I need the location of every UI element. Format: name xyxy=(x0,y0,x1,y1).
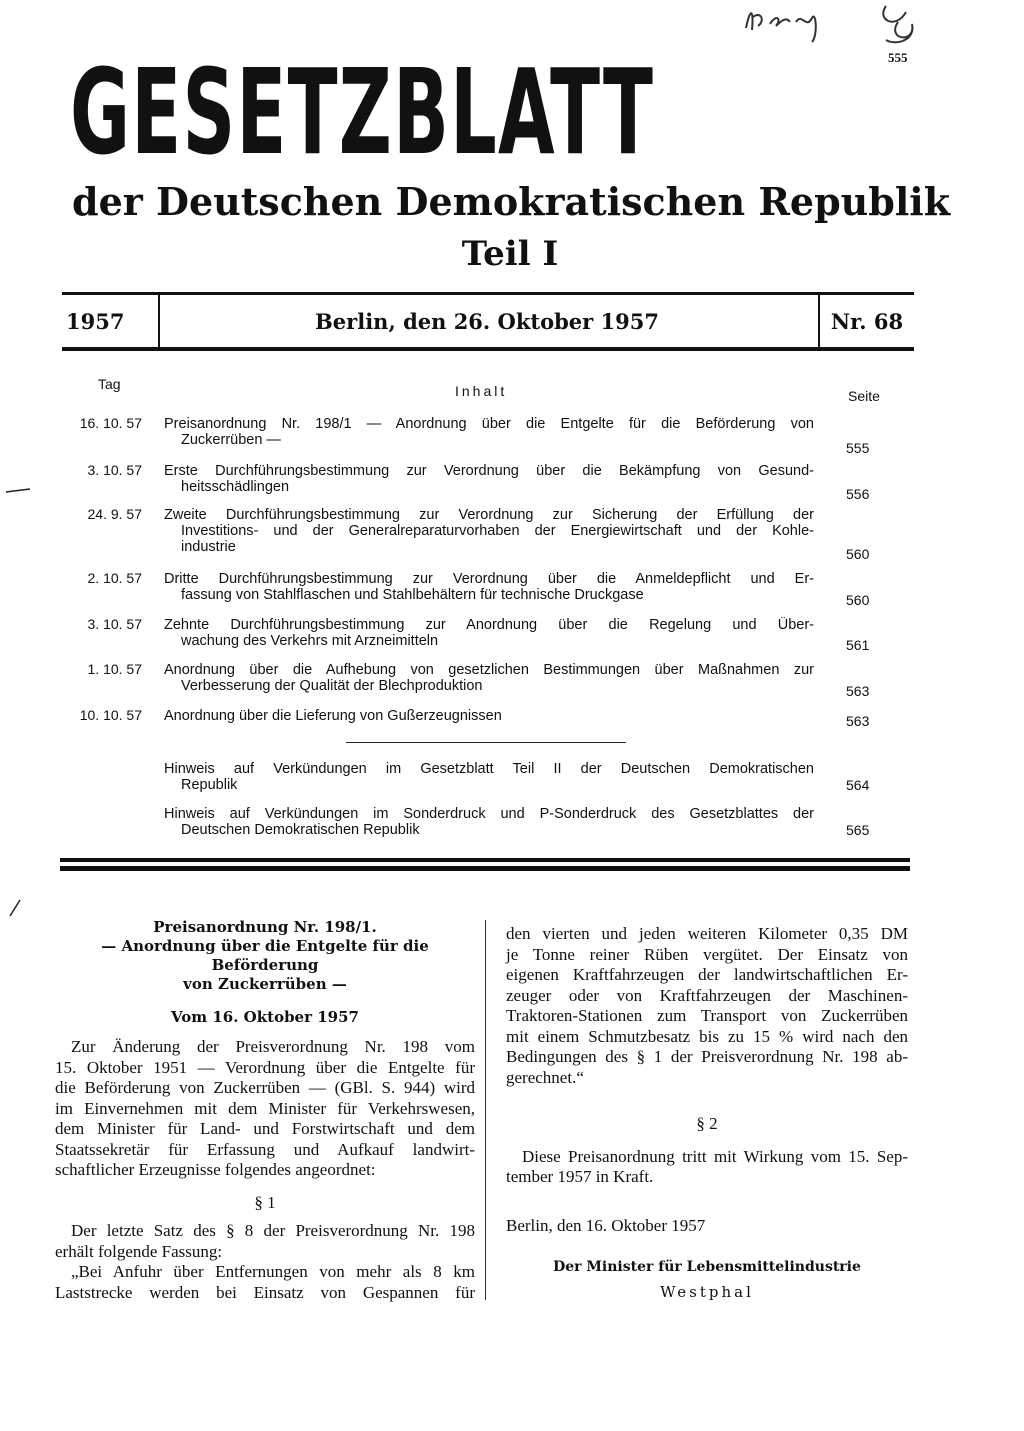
toc-col-title: Inhalt xyxy=(455,383,508,399)
toc-entry-title xyxy=(164,617,814,649)
toc-entry-line: Zweite Durchführungsbestimmung zur Verordnung zur Sicherung der Erfüllung der xyxy=(164,507,814,523)
text-line: dem Minister für Land- und Forstwirtschaft und dem xyxy=(55,1119,475,1138)
toc-entry-line: wachung des Verkehrs mit Arzneimitteln xyxy=(181,633,439,649)
text-line: Bedingungen des § 1 der Preisverordnung Nr. 198 ab- xyxy=(506,1047,908,1066)
page-number: 555 xyxy=(888,50,908,65)
toc-note-line: Deutschen Demokratischen Republik xyxy=(181,822,420,838)
article-heading-line: Preisanordnung Nr. 198/1. xyxy=(153,918,377,936)
toc-entry-date: 24. 9. 57 xyxy=(87,506,142,522)
margin-mark xyxy=(4,484,34,498)
toc-entry-page: 560 xyxy=(846,546,870,562)
text-line: zeuger oder von Kraftfahrzeugen der Maschinen- xyxy=(506,985,908,1005)
section-2-text xyxy=(506,1147,908,1188)
toc-entry-page: 555 xyxy=(846,440,870,456)
toc-entry-line: Zehnte Durchführungsbestimmung zur Anordnung über die Regelung und Über- xyxy=(164,617,814,633)
toc-entry-date: 3. 10. 57 xyxy=(87,616,142,632)
toc-entry-page: 563 xyxy=(846,683,870,699)
toc-entry-line: industrie xyxy=(181,539,236,555)
text-line: erhält folgende Fassung: xyxy=(55,1241,223,1261)
section-2-label: § 2 xyxy=(696,1114,718,1133)
column-divider xyxy=(485,920,486,1300)
section-1-text xyxy=(55,1221,475,1303)
toc-entry-page: 560 xyxy=(846,592,870,608)
toc-entry-title xyxy=(164,708,814,724)
text-line: gerechnet.“ xyxy=(506,1067,584,1087)
issue-number: Nr. 68 xyxy=(830,308,904,334)
text-line: Der letzte Satz des § 8 der Preisverordnung Nr. 198 xyxy=(71,1221,475,1240)
article-heading xyxy=(55,918,475,994)
text-line: Zur Änderung der Preisverordnung Nr. 198 vom xyxy=(71,1037,475,1056)
article-heading-line: — Anordnung über die Entgelte für die Beförderung xyxy=(101,937,429,974)
text-line: tember 1957 in Kraft. xyxy=(506,1167,654,1186)
text-line: 15. Oktober 1951 — Verordnung über die Entgelte für xyxy=(55,1057,475,1077)
toc-entry-title xyxy=(164,571,814,603)
text-line: je Tonne reiner Rüben vergütet. Der Einsatz von xyxy=(506,944,908,964)
issue-bar xyxy=(62,292,914,351)
margin-mark xyxy=(6,898,24,918)
issue-year: 1957 xyxy=(66,308,125,334)
toc-note-line: Hinweis auf Verkündungen im Sonderdruck und P-Sonderdruck des Gesetzblattes der xyxy=(164,806,814,822)
text-line: im Einvernehmen mit dem Minister für Verkehrswesen, xyxy=(55,1098,475,1118)
text-line: Diese Preisanordnung tritt mit Wirkung vom 15. Sep- xyxy=(522,1146,908,1166)
toc-entry-date: 2. 10. 57 xyxy=(87,570,142,586)
toc-entry-line: heitsschädlingen xyxy=(181,479,290,495)
text-line: eigenen Kraftfahrzeugen der landwirtschaftlichen Er- xyxy=(506,965,908,984)
toc-note-page: 564 xyxy=(846,777,870,793)
thick-rule xyxy=(60,866,910,871)
toc-entry-line: Dritte Durchführungsbestimmung zur Verordnung über die Anmeldepflicht und Er- xyxy=(164,571,814,587)
toc-entry-date: 1. 10. 57 xyxy=(87,661,142,677)
toc-entry-line: Zuckerrüben — xyxy=(181,432,281,448)
toc-entry-page: 556 xyxy=(846,486,870,502)
toc-entry-line: Verbesserung der Qualität der Blechproduktion xyxy=(181,678,483,694)
handwritten-annotation xyxy=(736,0,936,50)
signatory-name: Westphal xyxy=(660,1283,754,1301)
toc-entry-date: 10. 10. 57 xyxy=(79,707,142,723)
article-intro xyxy=(55,1037,475,1181)
toc-entry-title xyxy=(164,662,814,694)
toc-entry-page: 563 xyxy=(846,713,870,729)
text-line: mit einem Schmutzbesatz bis zu 15 % wird nach den xyxy=(506,1026,908,1046)
toc-entry-line: Anordnung über die Aufhebung von gesetzlichen Bestimmungen über Maßnahmen zur xyxy=(164,662,814,678)
toc-separator xyxy=(346,742,626,743)
article-right-column xyxy=(506,924,908,1302)
place-date: Berlin, den 16. Oktober 1957 xyxy=(506,1215,706,1235)
text-line: Traktoren-Stationen zum Transport von Zuckerrüben xyxy=(506,1006,908,1025)
toc-note-line: Hinweis auf Verkündungen im Gesetzblatt Teil II der Deutschen Demokratischen xyxy=(164,761,814,777)
masthead-subtitle: der Deutschen Demokratischen Republik xyxy=(72,179,951,224)
text-line: „Bei Anfuhr über Entfernungen von mehr als 8 km xyxy=(71,1262,475,1281)
text-line: den vierten und jeden weiteren Kilometer 0,35 DM xyxy=(506,924,908,943)
text-line: Staatssekretär für Erfassung und Aufkauf landwirt- xyxy=(55,1139,475,1159)
toc-entry-line: Investitions- und der Generalreparaturvorhaben der Energiewirtschaft und der Kohle- xyxy=(181,523,814,539)
toc-col-date: Tag xyxy=(98,376,121,392)
thick-rule xyxy=(60,858,910,862)
toc-entry-line: Preisanordnung Nr. 198/1 — Anordnung über die Entgelte für die Beförderung von xyxy=(164,416,814,432)
text-line: schaftlicher Erzeugnisse folgendes angeordnet: xyxy=(55,1160,376,1179)
text-line: die Beförderung von Zuckerrüben — (GBl. S. 944) wird xyxy=(55,1078,475,1097)
toc-entry-date: 16. 10. 57 xyxy=(79,415,142,431)
toc-note xyxy=(164,761,814,793)
toc-entry-line: Anordnung über die Lieferung von Gußerzeugnissen xyxy=(164,708,502,724)
toc-note xyxy=(164,806,814,838)
toc-entry-title xyxy=(164,507,814,555)
toc-entry-page: 561 xyxy=(846,637,870,653)
article-heading-line: von Zuckerrüben — xyxy=(183,975,347,993)
text-line: Laststrecke werden bei Einsatz von Gespannen für xyxy=(55,1282,475,1302)
article-left-column xyxy=(55,918,475,1303)
toc-entry-line: fassung von Stahlflaschen und Stahlbehältern für technische Druckgase xyxy=(181,587,644,603)
toc-note-page: 565 xyxy=(846,822,870,838)
toc-entry-title xyxy=(164,463,814,495)
toc-entry-line: Erste Durchführungsbestimmung zur Verordnung über die Bekämpfung von Gesund- xyxy=(164,463,814,479)
issue-date: Berlin, den 26. Oktober 1957 xyxy=(315,308,659,334)
signatory-title: Der Minister für Lebensmittelindustrie xyxy=(553,1259,861,1275)
part-label: Teil I xyxy=(461,234,559,274)
toc-col-page: Seite xyxy=(848,388,880,404)
section-1-label: § 1 xyxy=(254,1192,276,1212)
toc-entry-title xyxy=(164,416,814,448)
section-1-continued xyxy=(506,924,908,1088)
toc-note-line: Republik xyxy=(181,777,238,793)
toc-entry-date: 3. 10. 57 xyxy=(87,462,142,478)
article-date: Vom 16. Oktober 1957 xyxy=(171,1008,359,1026)
masthead-title: GESETZBLATT xyxy=(70,43,655,181)
